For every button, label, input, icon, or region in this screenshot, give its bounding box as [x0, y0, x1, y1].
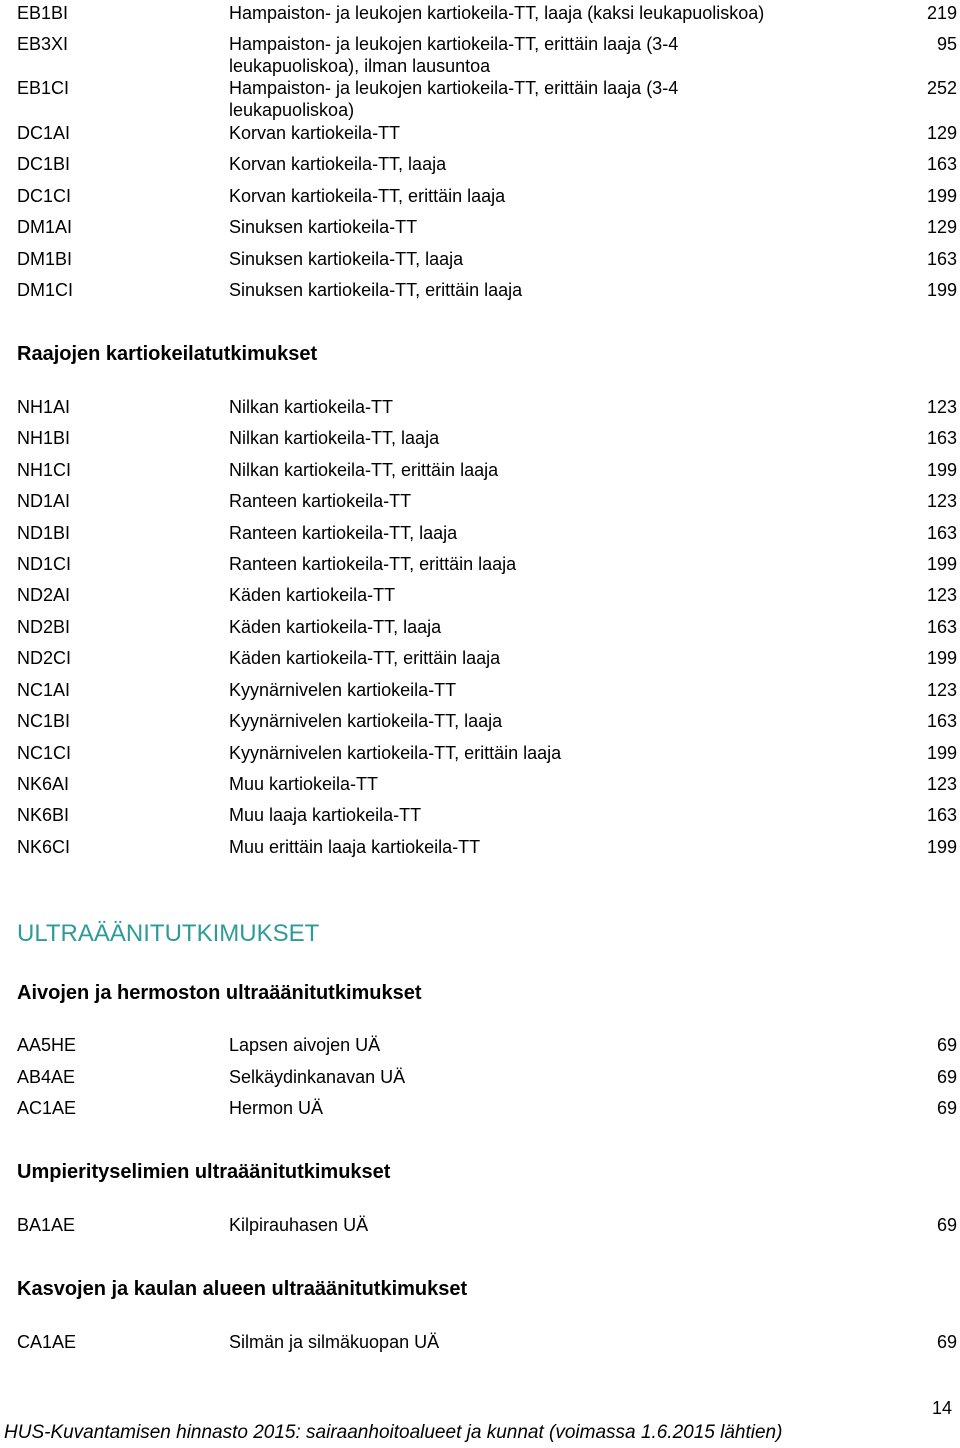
procedure-price: 163	[926, 428, 957, 448]
procedure-description: Hermon UÄ	[229, 1098, 324, 1118]
procedure-price: 163	[926, 249, 957, 269]
procedure-description: Muu laaja kartiokeila-TT	[229, 805, 422, 825]
procedure-price: 123	[926, 397, 957, 417]
procedure-price: 163	[926, 523, 957, 543]
procedure-description: Korvan kartiokeila-TT, laaja	[229, 154, 447, 174]
procedure-description: Sinuksen kartiokeila-TT, erittäin laaja	[229, 280, 523, 300]
procedure-code: NH1BI	[17, 428, 71, 448]
main-section-heading: ULTRAÄÄNITUTKIMUKSET	[17, 920, 320, 947]
procedure-price: 69	[936, 1035, 957, 1055]
procedure-code: DC1AI	[17, 123, 71, 143]
procedure-price: 252	[926, 78, 957, 98]
procedure-price: 123	[926, 774, 957, 794]
procedure-price: 199	[926, 648, 957, 668]
procedure-description: Hampaiston- ja leukojen kartiokeila-TT, erittäin laaja (3-4 leukapuoliskoa), ilman lausuntoa	[229, 34, 679, 76]
procedure-description: Kyynärnivelen kartiokeila-TT	[229, 680, 457, 700]
procedure-description: Nilkan kartiokeila-TT	[229, 397, 394, 417]
procedure-description: Käden kartiokeila-TT, erittäin laaja	[229, 648, 501, 668]
procedure-description: Kyynärnivelen kartiokeila-TT, laaja	[229, 711, 503, 731]
procedure-code: ND1BI	[17, 523, 71, 543]
procedure-price: 163	[926, 711, 957, 731]
procedure-price: 199	[926, 460, 957, 480]
procedure-price: 129	[926, 217, 957, 237]
procedure-price: 123	[926, 585, 957, 605]
procedure-code: NK6BI	[17, 805, 70, 825]
procedure-price: 123	[926, 680, 957, 700]
procedure-price: 69	[936, 1215, 957, 1235]
procedure-code: ND2AI	[17, 585, 71, 605]
section-heading: Umpierityselimien ultraäänitutkimukset	[17, 1161, 391, 1183]
procedure-code: NH1AI	[17, 397, 71, 417]
procedure-description: Käden kartiokeila-TT, laaja	[229, 617, 442, 637]
section-heading: Raajojen kartiokeilatutkimukset	[17, 343, 318, 365]
page-footer: HUS-Kuvantamisen hinnasto 2015: sairaanhoitoalueet ja kunnat (voimassa 1.6.2015 lähtien)	[4, 1422, 783, 1443]
procedure-code: NK6AI	[17, 774, 70, 794]
procedure-price: 69	[936, 1098, 957, 1118]
procedure-code: DM1CI	[17, 280, 74, 300]
procedure-price: 129	[926, 123, 957, 143]
page-number: 14	[931, 1398, 952, 1418]
procedure-description: Kyynärnivelen kartiokeila-TT, erittäin laaja	[229, 743, 562, 763]
procedure-code: ND1AI	[17, 491, 71, 511]
procedure-code: BA1AE	[17, 1215, 76, 1235]
procedure-price: 199	[926, 186, 957, 206]
procedure-code: NC1BI	[17, 711, 71, 731]
procedure-code: EB3XI	[17, 34, 69, 54]
procedure-price: 199	[926, 743, 957, 763]
procedure-price: 199	[926, 554, 957, 574]
procedure-description: Ranteen kartiokeila-TT, laaja	[229, 523, 458, 543]
procedure-description: Lapsen aivojen UÄ	[229, 1035, 381, 1055]
procedure-description: Käden kartiokeila-TT	[229, 585, 396, 605]
procedure-code: DC1BI	[17, 154, 71, 174]
procedure-description: Korvan kartiokeila-TT	[229, 123, 401, 143]
procedure-description: Nilkan kartiokeila-TT, erittäin laaja	[229, 460, 499, 480]
procedure-code: ND2BI	[17, 617, 71, 637]
procedure-price: 69	[936, 1332, 957, 1352]
procedure-description: Sinuksen kartiokeila-TT, laaja	[229, 249, 464, 269]
procedure-code: NH1CI	[17, 460, 72, 480]
procedure-code: NK6CI	[17, 837, 71, 857]
procedure-code: AC1AE	[17, 1098, 77, 1118]
procedure-code: EB1CI	[17, 78, 70, 98]
procedure-description: Korvan kartiokeila-TT, erittäin laaja	[229, 186, 506, 206]
procedure-price: 95	[936, 34, 957, 54]
procedure-description: Selkäydinkanavan UÄ	[229, 1067, 406, 1087]
procedure-description: Kilpirauhasen UÄ	[229, 1215, 369, 1235]
procedure-description: Ranteen kartiokeila-TT, erittäin laaja	[229, 554, 517, 574]
procedure-code: DM1BI	[17, 249, 73, 269]
procedure-code: CA1AE	[17, 1332, 77, 1352]
procedure-description: Sinuksen kartiokeila-TT	[229, 217, 418, 237]
procedure-description: Hampaiston- ja leukojen kartiokeila-TT, laaja (kaksi leukapuoliskoa)	[229, 3, 765, 23]
procedure-price: 199	[926, 280, 957, 300]
procedure-price: 219	[926, 3, 957, 23]
procedure-code: ND2CI	[17, 648, 72, 668]
procedure-code: NC1AI	[17, 680, 71, 700]
procedure-description: Hampaiston- ja leukojen kartiokeila-TT, erittäin laaja (3-4 leukapuoliskoa)	[229, 78, 679, 120]
procedure-price: 69	[936, 1067, 957, 1087]
procedure-price: 163	[926, 154, 957, 174]
procedure-code: ND1CI	[17, 554, 72, 574]
procedure-price: 163	[926, 805, 957, 825]
procedure-code: DC1CI	[17, 186, 72, 206]
procedure-description: Muu erittäin laaja kartiokeila-TT	[229, 837, 481, 857]
procedure-description: Muu kartiokeila-TT	[229, 774, 379, 794]
section-heading: Kasvojen ja kaulan alueen ultraäänitutkimukset	[17, 1278, 468, 1300]
procedure-price: 123	[926, 491, 957, 511]
procedure-code: NC1CI	[17, 743, 72, 763]
procedure-price: 163	[926, 617, 957, 637]
procedure-code: AB4AE	[17, 1067, 76, 1087]
procedure-price: 199	[926, 837, 957, 857]
procedure-description: Silmän ja silmäkuopan UÄ	[229, 1332, 440, 1352]
section-heading: Aivojen ja hermoston ultraäänitutkimukset	[17, 982, 422, 1004]
procedure-description: Ranteen kartiokeila-TT	[229, 491, 412, 511]
procedure-code: AA5HE	[17, 1035, 77, 1055]
procedure-description: Nilkan kartiokeila-TT, laaja	[229, 428, 440, 448]
procedure-code: EB1BI	[17, 3, 69, 23]
procedure-code: DM1AI	[17, 217, 73, 237]
